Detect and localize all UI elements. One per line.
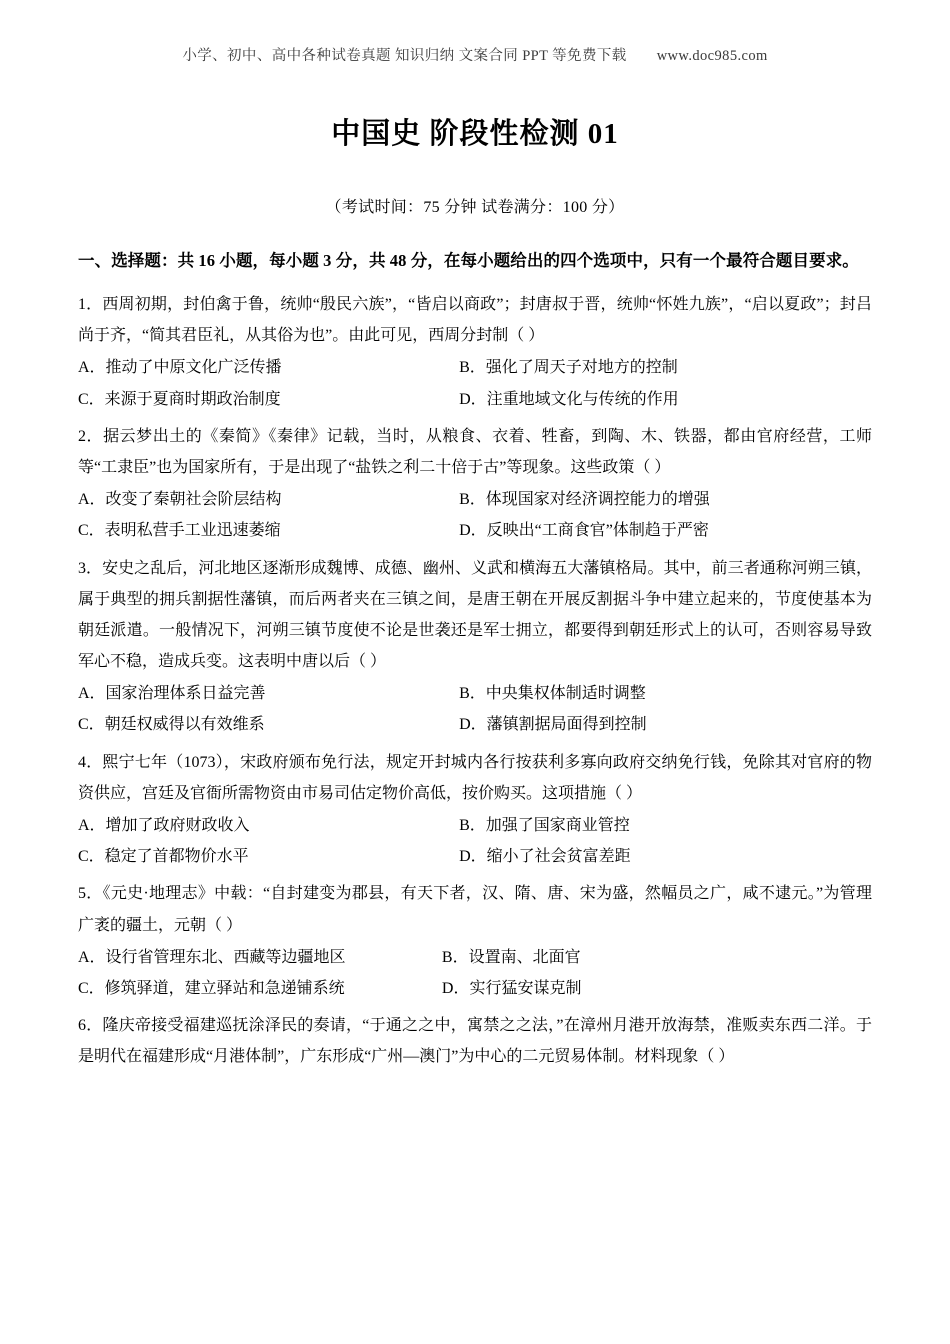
option-a[interactable]: A．推动了中原文化广泛传播 — [78, 359, 282, 377]
section-heading: 一、选择题：共 16 小题，每小题 3 分，共 48 分，在每小题给出的四个选项中，只有一个最符合题目要求。 — [78, 251, 859, 270]
option-d[interactable]: D．藩镇割据局面得到控制 — [459, 716, 647, 734]
option-a[interactable]: A．国家治理体系日益完善 — [78, 685, 266, 703]
watermark-banner — [78, 44, 872, 65]
question-options — [78, 352, 872, 414]
option-b[interactable]: B．强化了周天子对地方的控制 — [459, 359, 678, 377]
option-b[interactable]: B．中央集权体制适时调整 — [459, 685, 646, 703]
option-d[interactable]: D．缩小了社会贫富差距 — [459, 848, 631, 866]
option-b[interactable]: B．设置南、北面官 — [441, 948, 581, 966]
option-d[interactable]: D．反映出“工商食官”体制趋于严密 — [459, 522, 709, 540]
question-options — [78, 942, 872, 1004]
option-b[interactable]: B．加强了国家商业管控 — [459, 817, 630, 835]
question-options — [78, 678, 872, 740]
question-item — [78, 289, 872, 415]
question-item — [78, 553, 872, 741]
question-stem: 5．《元史·地理志》中载：“自封建变为郡县，有天下者，汉、隋、唐、宋为盛，然幅员之广，咸不逮元。”为管理广袤的疆土，元朝（ ） — [78, 885, 872, 934]
question-stem: 4．熙宁七年（1073），宋政府颁布免行法，规定开封城内各行按获利多寡向政府交纳免行钱，免除其对官府的物资供应，宫廷及官衙所需物资由市易司估定物价高低，按价购买。这项措施（ ） — [78, 753, 872, 802]
watermark-text: 小学、初中、高中各种试卷真题 知识归纳 文案合同 PPT 等免费下载 — [182, 48, 627, 64]
question-stem: 6．隆庆帝接受福建巡抚涂泽民的奏请，“于通之之中，寓禁之之法，”在漳州月港开放海禁，准贩卖东西二洋。于是明代在福建形成“月港体制”，广东形成“广州—澳门”为中心的二元贸易体制。材料现象（ ） — [78, 1017, 872, 1066]
option-d[interactable]: D．注重地域文化与传统的作用 — [459, 390, 679, 408]
option-a[interactable]: A．增加了政府财政收入 — [78, 817, 250, 835]
question-item — [78, 1010, 872, 1072]
option-b[interactable]: B．体现国家对经济调控能力的增强 — [459, 491, 710, 509]
question-item — [78, 878, 872, 1004]
exam-meta: （考试时间：75 分钟 试卷满分：100 分） — [325, 199, 625, 216]
page-title: 中国史 阶段性检测 01 — [331, 118, 619, 150]
question-stem: 1．西周初期，封伯禽于鲁，统帅“殷民六族”，“皆启以商政”；封唐叔于晋，统帅“怀姓九族”，“启以夏政”；封吕尚于齐，“简其君臣礼，从其俗为也”。由此可见，西周分封制（ ） — [78, 296, 872, 345]
question-options — [78, 810, 872, 872]
question-item — [78, 421, 872, 547]
question-item — [78, 747, 872, 873]
option-c[interactable]: C．来源于夏商时期政治制度 — [78, 390, 281, 408]
option-c[interactable]: C．表明私营手工业迅速萎缩 — [78, 522, 281, 540]
question-options — [78, 484, 872, 546]
question-stem: 2．据云梦出土的《秦简》《秦律》记载，当时，从粮食、衣着、牲畜，到陶、木、铁器，都由官府经营，工师等“工隶臣”也为国家所有，于是出现了“盐铁之利二十倍于古”等现象。这些政策（ ） — [78, 427, 872, 476]
option-c[interactable]: C．稳定了首都物价水平 — [78, 848, 249, 866]
option-a[interactable]: A．设行省管理东北、西藏等边疆地区 — [78, 948, 346, 966]
option-c[interactable]: C．朝廷权威得以有效维系 — [78, 716, 265, 734]
option-c[interactable]: C．修筑驿道，建立驿站和急递铺系统 — [78, 979, 345, 997]
question-stem: 3．安史之乱后，河北地区逐渐形成魏博、成德、幽州、义武和横海五大藩镇格局。其中，前三者通称河朔三镇，属于典型的拥兵割据性藩镇，而后两者夹在三镇之间，是唐王朝在开展反割据斗争中建立起来的，节度使基本为朝廷派遣。一般情况下，河朔三镇节度使不论是世袭还是军士拥立，都要得到朝廷形式上的认可，否则容易导致军心不稳，造成兵变。这表明中唐以后（ ） — [78, 559, 872, 671]
watermark-url: www.doc985.com — [656, 48, 768, 64]
option-a[interactable]: A．改变了秦朝社会阶层结构 — [78, 491, 282, 509]
option-d[interactable]: D．实行猛安谋克制 — [441, 979, 582, 997]
